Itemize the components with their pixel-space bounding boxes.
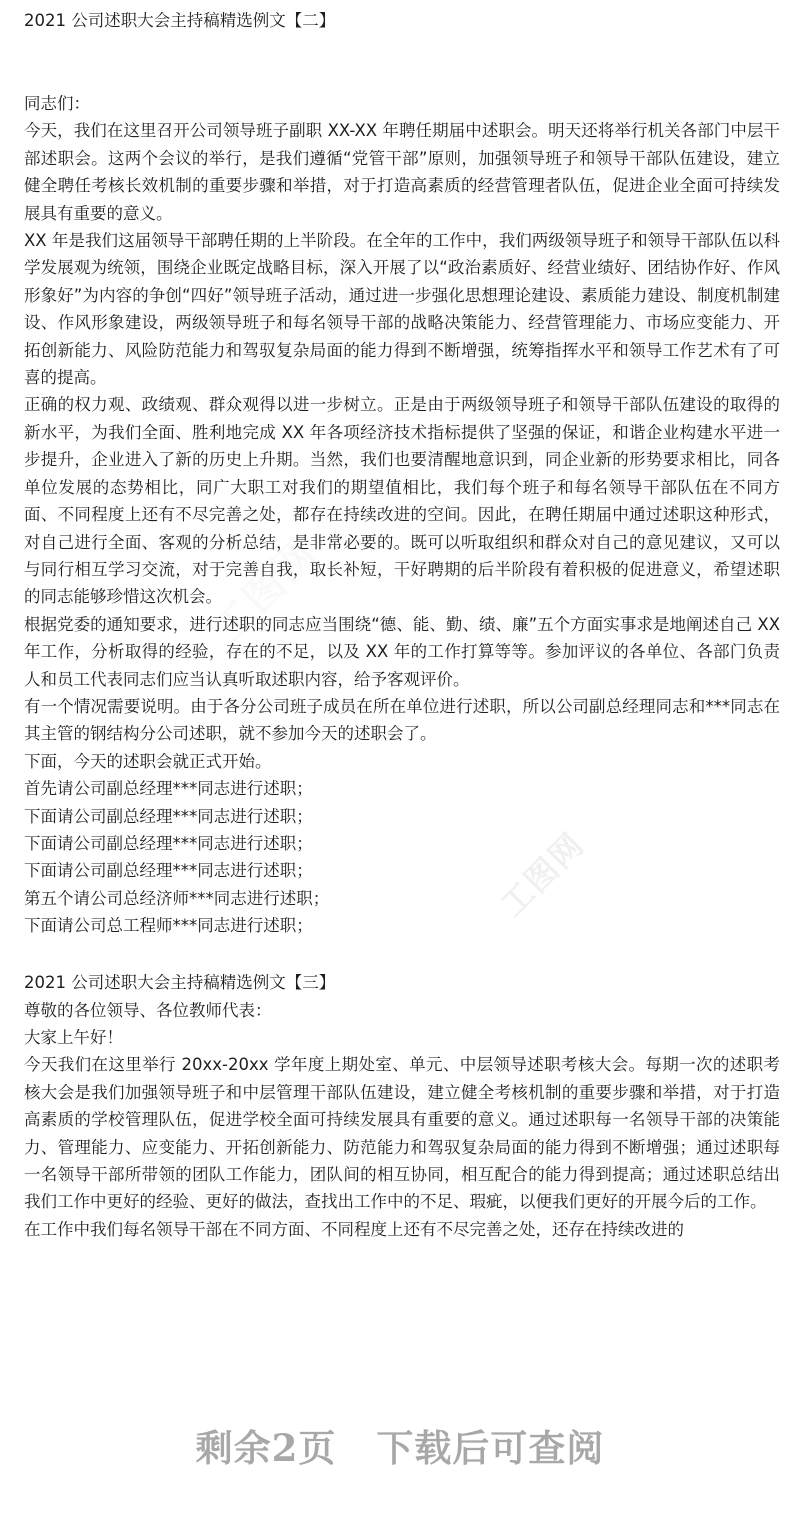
download-prompt-text: 下载后可查阅: [376, 1426, 605, 1470]
watermark: 工图网: [204, 530, 327, 652]
paragraph: 在工作中我们每名领导干部在不同方面、不同程度上还有不尽完善之处，还存在持续改进的: [24, 1219, 684, 1239]
paragraph: 大家上午好！: [24, 1028, 123, 1047]
section-body: [24, 997, 780, 1244]
list-item: 下面请公司副总经理***同志进行述职；: [24, 861, 313, 881]
paragraph: 同志们：: [24, 94, 90, 113]
paragraph: 今天我们在这里举行 20xx-20xx 学年度上期处室、单元、中层领导述职考核大会。每期一次的述职考核大会是我们加强领导班子和中层管理干部队伍建设，建立健全考核机制的重要步骤和举措，对于打造高素质的学校管理队伍，促进学校全面可持续发展具有重要的意义。通过述职每一名领导干部的决策能力、管理能力、应变能力、开拓创新能力、防范能力和驾驭复杂局面的能力得到不断增强；通过述职每一名领导干部所带领的团队工作能力，团队间的相互协同，相互配合的能力得到提高；通过述职总结出我们工作中更好的经验、更好的做法，查找出工作中的不足、瑕疵，以便我们更好的开展今后的工作。: [24, 1055, 780, 1212]
list-item: 首先请公司副总经理***同志进行述职；: [24, 779, 313, 799]
list-item: 下面请公司副总经理***同志进行述职；: [24, 833, 313, 853]
section-title: 2021 公司述职大会主持稿精选例文【二】: [24, 11, 336, 30]
section-title: 2021 公司述职大会主持稿精选例文【三】: [24, 972, 336, 992]
download-banner[interactable]: [0, 1418, 800, 1478]
section-body: [24, 90, 780, 940]
document-content: [24, 6, 780, 1243]
paragraph: 今天，我们在这里召开公司领导班子副职 XX-XX 年聘任期届中述职会。明天还将举行机关各部门中层干部述职会。这两个会议的举行，是我们遵循“党管干部”原则，加强领导班子和领导干部队伍建设，建立健全聘任考核长效机制的重要步骤和举措，对于打造高素质的经营管理者队伍，促进企业全面可持续发展具有重要的意义。: [24, 121, 780, 223]
spacer: [24, 35, 780, 90]
watermark: 工图网: [492, 824, 592, 924]
paragraph: 尊敬的各位领导、各位教师代表：: [24, 1000, 272, 1020]
spacer: [24, 940, 780, 968]
paragraph: 有一个情况需要说明。由于各分公司班子成员在所在单位进行述职，所以公司副总经理同志和***同志在其主管的钢结构分公司述职，就不参加今天的述职会了。: [24, 696, 780, 744]
paragraph: XX 年是我们这届领导干部聘任期的上半阶段。在全年的工作中，我们两级领导班子和领导干部队伍以科学发展观为统领，围绕企业既定战略目标，深入开展了以“政治素质好、经营业绩好、团结协作好、作风形象好”为内容的争创“四好”领导班子活动，通过进一步强化思想理论建设、素质能力建设、制度机制建设、作风形象建设，两级领导班子和每名领导干部的战略决策能力、经营管理能力、市场应变能力、开拓创新能力、风险防范能力和驾驭复杂局面的能力得到不断增强，统筹指挥水平和领导工作艺术有了可喜的提高。: [24, 231, 780, 388]
paragraph: 根据党委的通知要求，进行述职的同志应当围绕“德、能、勤、绩、廉”五个方面实事求是地阐述自己 XX 年工作，分析取得的经验，存在的不足，以及 XX 年的工作打算等等。参加评议的各单位、各部门负责人和员工代表同志们应当认真听取述职内容，给予客观评价。: [24, 614, 780, 689]
paragraph: 下面，今天的述职会就正式开始。: [24, 751, 272, 771]
list-item: 第五个请公司总经济师***同志进行述职；: [24, 888, 330, 908]
list-item: 下面请公司总工程师***同志进行述职；: [24, 916, 313, 936]
paragraph: 正确的权力观、政绩观、群众观得以进一步树立。正是由于两级领导班子和领导干部队伍建设的取得的新水平，为我们全面、胜利地完成 XX 年各项经济技术指标提供了坚强的保证，和谐企业构建水平进一步提升，企业进入了新的历史上升期。当然，我们也要清醒地意识到，同企业新的形势要求相比，同各单位发展的态势相比，同广大职工对我们的期望值相比，我们每个班子和每名领导干部队伍在不同方面、不同程度上还有不尽完善之处，都存在持续改进的空间。因此，在聘任期届中通过述职这种形式，对自己进行全面、客观的分析总结，是非常必要的。既可以听取组织和群众对自己的意见建议，又可以与同行相互学习交流，对于完善自我，取长补短，干好聘期的后半阶段有着积极的促进意义，希望述职的同志能够珍惜这次机会。: [24, 395, 780, 607]
remaining-pages-text: 剩余2页: [195, 1426, 337, 1470]
list-item: 下面请公司副总经理***同志进行述职；: [24, 806, 313, 826]
